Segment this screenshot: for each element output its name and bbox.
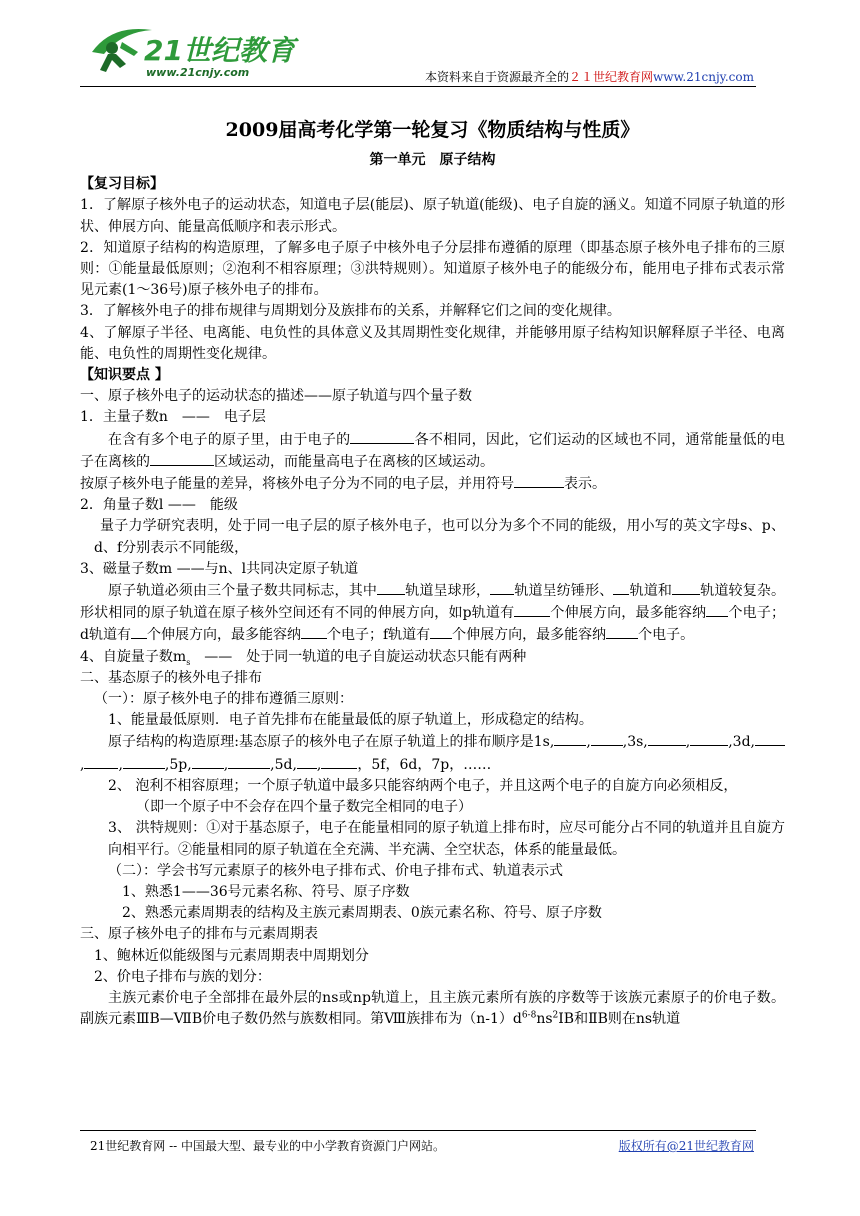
- goal-item: 4、了解原子半径、电离能、电负性的具体意义及其周期性变化规律，并能够用原子结构知识解释原子半径、电离能、电负性的周期性变化规律。: [80, 324, 785, 362]
- section-three-paragraph: 主族元素价电子全部排在最外层的ns或np轨道上，且主族元素所有族的序数等于该族元素原子的价电子数。副族元素ⅢB—ⅦB价电子数仍然与族数相同。第Ⅷ族排布为$(n-1)d^{6-8}ns^2ⅠB$和ⅡB则在ns轨道: [80, 989, 785, 1028]
- document-subtitle: 第一单元 原子结构: [369, 152, 496, 168]
- logo-text: 21世纪教育: [144, 34, 295, 67]
- fill-blank: [514, 473, 564, 488]
- rule-pauli-note: （即一个原子中不会存在四个量子数完全相同的电子）: [136, 799, 472, 816]
- header-note-site: ２１世纪教育网: [569, 70, 654, 84]
- logo-21cnjy: [82, 18, 295, 84]
- rule-hund: 3、 洪特规则：①对于基态原子，电子在能量相同的原子轨道上排布时，应尽可能分占不同的轨道并且自旋方向相平行。②能量相同的原子轨道在全充满、半充满、全空状态，体系的能量最低。: [108, 820, 785, 858]
- goals-heading: 【复习目标】: [80, 176, 164, 193]
- document-title: 2009届高考化学第一轮复习《物质结构与性质》: [225, 119, 640, 141]
- fill-blank: [350, 429, 414, 444]
- quantum-ms-title: 4、自旋量子数$m_s$ —— 处于同一轨道的电子自旋运动状态只能有两种: [80, 648, 527, 667]
- quantum-l-paragraph: 量子力学研究表明，处于同一电子层的原子核外电子，也可以分为多个不同的能级，用小写的英文字母s、p、d、f分别表示不同能级，: [94, 518, 785, 556]
- section-two-heading: 二、基态原子的核外电子排布: [80, 669, 262, 686]
- fill-blank: [150, 451, 214, 466]
- header-note-url[interactable]: www.21cnjy.com: [653, 70, 754, 84]
- header-note: [425, 68, 754, 85]
- aufbau-sequence: 原子结构的构造原理:基态原子的核外电子在原子轨道上的排布顺序是1s, , ,3s, , ,3d,, , ,5p, , ,5d, , ，5f，6d，7p，……: [80, 731, 785, 775]
- header-note-prefix: 本资料来自于资源最齐全的: [425, 70, 570, 84]
- header-rule: [80, 86, 756, 87]
- goal-item: 1．了解原子核外电子的运动状态，知道电子层(能层)、原子轨道(能级)、电子自旋的涵义。知道不同原子轨道的形状、伸展方向、能量高低顺序和表示形式。: [80, 197, 785, 235]
- quantum-m-paragraph: 原子轨道必须由三个量子数共同标志，其中 轨道呈球形， 轨道呈纺锤形、 轨道和 轨道较复杂。形状相同的原子轨道在原子核外空间还有不同的伸展方向，如p轨道有 个伸展方向，最多能容纳 个电子；d轨道有 个伸展方向，最多能容纳 个电子；f轨道有 个伸展方向，最多能容纳 个电子。: [80, 580, 785, 647]
- section-three-item: 2、价电子排布与族的划分：: [94, 968, 271, 985]
- section-three-heading: 三、原子核外电子的排布与元素周期表: [80, 926, 318, 943]
- section-three-item: 1、鲍林近似能级图与元素周期表中周期划分: [94, 947, 369, 964]
- footer-rule: [80, 1130, 756, 1131]
- goal-item: 2．知道原子结构的构造原理，了解多电子原子中核外电子分层排布遵循的原理（即基态原子核外电子排布的三原则：①能量最低原则；②泡利不相容原理；③洪特规则）。知道原子核外电子的能级分布，能用电子排布式表示常见元素(1～36号)原子核外电子的排布。: [80, 239, 785, 299]
- rule-lowest-energy: 1、能量最低原则．电子首先排布在能量最低的原子轨道上，形成稳定的结构。: [108, 712, 593, 729]
- footer-copyright-link[interactable]: 版权所有@21世纪教育网: [618, 1139, 754, 1153]
- section-two-part-two: （二）：学会书写元素原子的核外电子排布式、价电子排布式、轨道表示式: [108, 862, 563, 879]
- quantum-m-title: 3、磁量子数m ——与n、l共同决定原子轨道: [80, 560, 359, 577]
- quantum-l-title: 2．角量子数l —— 能级: [80, 497, 238, 514]
- quantum-n-paragraph: 在含有多个电子的原子里，由于电子的 各不相同，因此，它们运动的区域也不同，通常能量低的电子在离核的 区域运动，而能量高电子在离核的区域运动。: [80, 429, 785, 473]
- page-header: [0, 0, 860, 96]
- section-one-heading: 一、原子核外电子的运动状态的描述——原子轨道与四个量子数: [80, 388, 472, 405]
- quantum-n-paragraph-2: 按原子核外电子能量的差异，将核外电子分为不同的电子层，并用符号 表示。: [80, 473, 785, 495]
- knowledge-heading: 【知识要点 】: [80, 367, 169, 384]
- section-two-part-one: （一）：原子核外电子的排布遵循三原则：: [94, 691, 353, 708]
- goal-item: 3．了解核外电子的排布规律与周期划分及族排布的关系，并解释它们之间的变化规律。: [80, 303, 621, 320]
- document-body: [80, 118, 785, 1030]
- quantum-n-title: 1．主量子数n —— 电子层: [80, 409, 266, 426]
- logo-url: www.21cnjy.com: [146, 66, 250, 79]
- rule-pauli: 2、 泡利不相容原理；一个原子轨道中最多只能容纳两个电子，并且这两个电子的自旋方向必须相反，: [108, 777, 738, 794]
- part-two-item: 2、熟悉元素周期表的结构及主族元素周期表、0族元素名称、符号、原子序数: [122, 905, 602, 922]
- footer-text: 21世纪教育网 -- 中国最大型、最专业的中小学教育资源门户网站。: [90, 1139, 446, 1153]
- part-two-item: 1、熟悉1——36号元素名称、符号、原子序数: [122, 883, 410, 900]
